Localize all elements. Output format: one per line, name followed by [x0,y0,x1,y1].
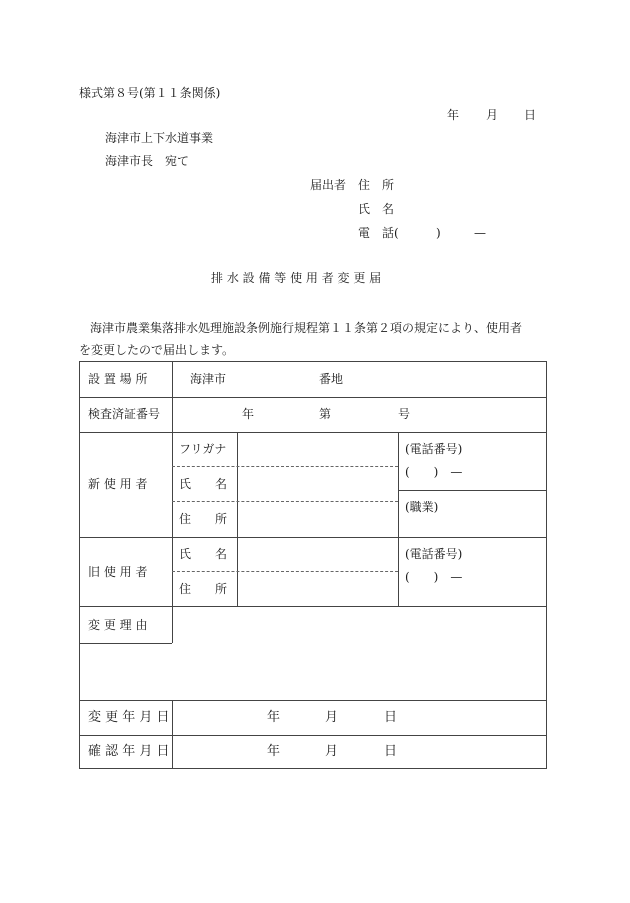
label-col-line [172,362,173,643]
new-user-address-label: 住 所 [179,512,228,526]
dashed-divider [172,501,398,502]
addressee-mayor: 海津市長 宛て [105,154,190,168]
inspection-label: 検査済証番号 [88,407,161,421]
applicant-phone-dash: — [474,226,486,240]
old-user-label: 旧 使 用 者 [88,565,148,579]
body-line-2: を変更したので届出します。 [79,343,235,357]
label-col-line [172,700,173,768]
applicant-label: 届出者 [310,178,347,192]
row-line [80,397,546,398]
addressee-org: 海津市上下水道事業 [105,131,214,145]
reason-label-line [80,643,172,644]
row-line [80,735,546,736]
row-line [80,700,546,701]
inspection-dai: 第 [319,407,332,421]
occupation-divider [398,490,546,491]
new-user-name-label: 氏 名 [179,477,228,491]
new-user-label: 新 使 用 者 [88,477,148,491]
date-day-label: 日 [524,108,537,122]
change-date-label: 変 更 年 月 日 [88,710,170,725]
applicant-name-label: 氏 名 [358,202,395,216]
dashed-divider [172,466,398,467]
new-user-phone-label: (電話番号) [405,442,463,456]
applicant-phone-paren: ) [436,226,441,240]
location-label: 設 置 場 所 [88,372,148,386]
dashed-divider [172,571,398,572]
date-year-label: 年 [447,108,460,122]
new-user-phone-format: ( ) — [405,465,463,479]
confirm-date-day: 日 [384,744,398,759]
inspection-go: 号 [398,407,411,421]
old-user-phone-format: ( ) — [405,570,463,584]
applicant-address-label: 住 所 [358,178,395,192]
old-user-address-label: 住 所 [179,582,228,596]
row-line [80,432,546,433]
inspection-year: 年 [242,407,255,421]
form-table [79,361,547,769]
location-banchi: 番地 [319,372,344,386]
body-line-1: 海津市農業集落排水処理施設条例施行規程第１１条第２項の規定により、使用者 [90,321,523,335]
confirm-date-year: 年 [267,744,281,759]
change-date-year: 年 [267,710,281,725]
row-line [80,537,546,538]
applicant-phone-label: 電 話( [358,226,399,240]
change-date-day: 日 [384,710,398,725]
new-user-furigana-label: フリガナ [179,442,227,456]
row-line [80,606,546,607]
change-date-month: 月 [325,710,339,725]
old-user-name-label: 氏 名 [179,547,228,561]
confirm-date-month: 月 [325,744,339,759]
form-title: 排 水 設 備 等 使 用 者 変 更 届 [211,271,382,285]
location-city: 海津市 [190,372,227,386]
new-user-occupation-label: (職業) [405,500,439,514]
phone-col-line [398,432,399,606]
reason-label: 変 更 理 由 [88,618,148,632]
date-month-label: 月 [486,108,499,122]
sublabel-col-line [237,432,238,606]
form-number: 様式第８号(第１１条関係) [79,86,221,100]
confirm-date-label: 確 認 年 月 日 [88,744,170,759]
old-user-phone-label: (電話番号) [405,547,463,561]
